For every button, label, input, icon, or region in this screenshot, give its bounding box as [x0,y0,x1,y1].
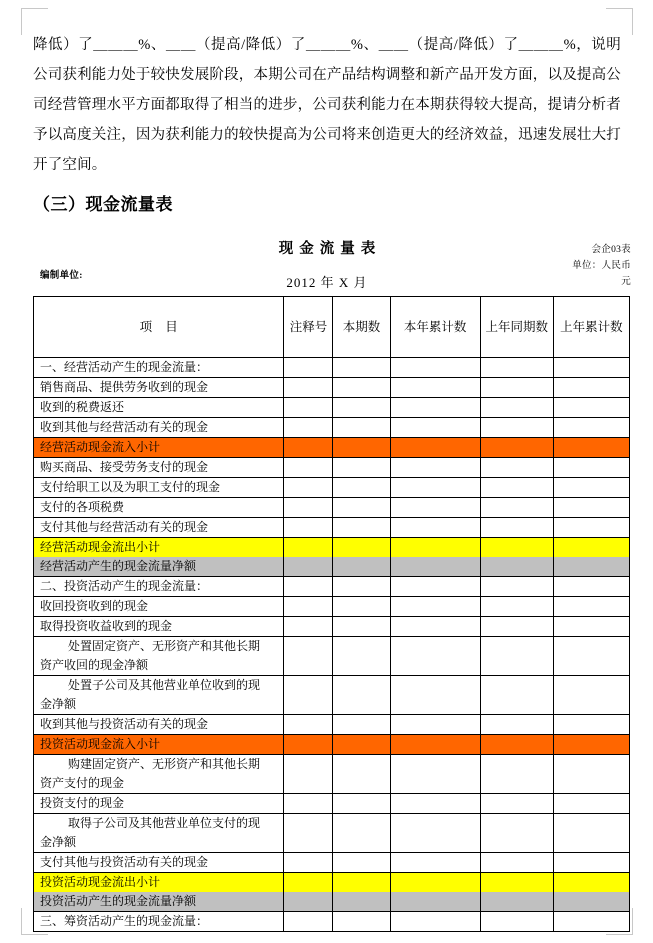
value-cell-prior-year-same-period[interactable] [480,814,553,853]
value-cell-year-to-date[interactable] [390,418,480,438]
table-row [34,518,630,538]
value-cell-prior-year-to-date[interactable] [553,912,629,932]
value-cell-prior-year-to-date[interactable] [553,538,629,558]
column-header-year-to-date: 本年累计数 [390,297,480,358]
value-cell-prior-year-to-date[interactable] [553,853,629,873]
value-cell-current-period[interactable] [333,715,390,735]
statement-period: 2012 年 X 月 [286,275,368,290]
value-cell-year-to-date[interactable] [390,735,480,755]
value-cell-prior-year-same-period[interactable] [480,518,553,538]
value-cell-prior-year-to-date[interactable] [553,458,629,478]
value-cell-prior-year-to-date[interactable] [553,617,629,637]
row-label-line-1: 购建固定资产、无形资产和其他长期 [68,757,261,771]
value-cell-prior-year-same-period[interactable] [480,853,553,873]
value-cell-prior-year-to-date[interactable] [553,715,629,735]
column-header-note-number: 注释号 [284,297,333,358]
table-row [34,498,630,518]
statement-meta-right [572,242,631,290]
value-cell-note-number[interactable] [284,735,333,755]
value-cell-prior-year-to-date[interactable] [553,438,629,458]
value-cell-year-to-date[interactable] [390,458,480,478]
table-row [34,358,630,378]
column-header-prior-year-to-date: 上年累计数 [553,297,629,358]
value-cell-prior-year-same-period[interactable] [480,597,553,617]
row-label-cell: 一、经营活动产生的现金流量： [34,358,284,378]
value-cell-year-to-date[interactable] [390,617,480,637]
column-header-current-period: 本期数 [333,297,390,358]
value-cell-note-number[interactable] [284,755,333,794]
value-cell-prior-year-same-period[interactable] [480,538,553,558]
form-code: 会企03表 [591,245,631,255]
row-label-cell [34,755,284,794]
value-cell-note-number[interactable] [284,814,333,853]
value-cell-note-number[interactable] [284,597,333,617]
value-cell-note-number[interactable] [284,715,333,735]
value-cell-year-to-date[interactable] [390,853,480,873]
value-cell-prior-year-to-date[interactable] [553,418,629,438]
value-cell-current-period[interactable] [333,814,390,853]
column-header-prior-year-same-period: 上年同期数 [480,297,553,358]
value-cell-prior-year-same-period[interactable] [480,458,553,478]
table-row [34,557,630,577]
value-cell-current-period[interactable] [333,912,390,932]
value-cell-note-number[interactable] [284,617,333,637]
value-cell-prior-year-to-date[interactable] [553,557,629,577]
value-cell-current-period[interactable] [333,438,390,458]
value-cell-note-number[interactable] [284,892,333,912]
statement-title: 现金流量表 [278,241,382,257]
table-row [34,438,630,458]
value-cell-current-period[interactable] [333,557,390,577]
table-row [34,398,630,418]
value-cell-year-to-date[interactable] [390,892,480,912]
value-cell-current-period[interactable] [333,478,390,498]
cash-flow-statement-table [33,296,630,932]
row-label-cell: 收到的税费返还 [34,398,284,418]
value-cell-year-to-date[interactable] [390,873,480,893]
row-label-cell: 经营活动现金流出小计 [34,538,284,558]
value-cell-current-period[interactable] [333,538,390,558]
row-label-line-1: 处置固定资产、无形资产和其他长期 [68,639,261,653]
value-cell-prior-year-to-date[interactable] [553,597,629,617]
cash-flow-table-container [33,296,630,928]
value-cell-prior-year-same-period[interactable] [480,438,553,458]
table-header-row-group [34,297,630,358]
value-cell-prior-year-to-date[interactable] [553,498,629,518]
value-cell-prior-year-same-period[interactable] [480,358,553,378]
value-cell-year-to-date[interactable] [390,518,480,538]
value-cell-note-number[interactable] [284,378,333,398]
value-cell-current-period[interactable] [333,378,390,398]
table-row [34,458,630,478]
table-row [34,853,630,873]
value-cell-current-period[interactable] [333,577,390,597]
value-cell-prior-year-to-date[interactable] [553,518,629,538]
value-cell-year-to-date[interactable] [390,358,480,378]
value-cell-year-to-date[interactable] [390,814,480,853]
row-label-cell: 三、筹资活动产生的现金流量： [34,912,284,932]
table-row [34,617,630,637]
value-cell-prior-year-same-period[interactable] [480,892,553,912]
value-cell-prior-year-same-period[interactable] [480,478,553,498]
value-cell-current-period[interactable] [333,597,390,617]
value-cell-year-to-date[interactable] [390,715,480,735]
row-label-cell: 经营活动产生的现金流量净额 [34,557,284,577]
table-row [34,794,630,814]
table-body [34,358,630,932]
table-row [34,912,630,932]
value-cell-note-number[interactable] [284,438,333,458]
value-cell-note-number[interactable] [284,557,333,577]
table-row [34,378,630,398]
value-cell-year-to-date[interactable] [390,794,480,814]
row-label-cell: 投资活动现金流出小计 [34,873,284,893]
value-cell-year-to-date[interactable] [390,398,480,418]
value-cell-year-to-date[interactable] [390,912,480,932]
row-label-cell: 二、投资活动产生的现金流量： [34,577,284,597]
table-row [34,755,630,794]
value-cell-prior-year-same-period[interactable] [480,873,553,893]
table-row [34,478,630,498]
value-cell-current-period[interactable] [333,873,390,893]
value-cell-note-number[interactable] [284,458,333,478]
value-cell-prior-year-same-period[interactable] [480,418,553,438]
value-cell-prior-year-to-date[interactable] [553,676,629,715]
table-row [34,538,630,558]
value-cell-prior-year-same-period[interactable] [480,617,553,637]
table-header-row [34,297,630,358]
row-label-cell: 取得投资收益收到的现金 [34,617,284,637]
value-cell-note-number[interactable] [284,518,333,538]
table-row [34,715,630,735]
value-cell-year-to-date[interactable] [390,597,480,617]
value-cell-note-number[interactable] [284,418,333,438]
row-label-line-2: 金净额 [40,697,77,711]
value-cell-current-period[interactable] [333,735,390,755]
value-cell-prior-year-to-date[interactable] [553,358,629,378]
value-cell-prior-year-to-date[interactable] [553,398,629,418]
value-cell-prior-year-to-date[interactable] [553,794,629,814]
value-cell-prior-year-to-date[interactable] [553,378,629,398]
row-label-cell: 收到其他与投资活动有关的现金 [34,715,284,735]
row-label-cell: 经营活动现金流入小计 [34,438,284,458]
value-cell-note-number[interactable] [284,794,333,814]
value-cell-note-number[interactable] [284,538,333,558]
value-cell-prior-year-to-date[interactable] [553,892,629,912]
value-cell-current-period[interactable] [333,892,390,912]
row-label-line-2: 资产收回的现金净额 [40,658,149,672]
row-label-cell: 支付的各项税费 [34,498,284,518]
value-cell-year-to-date[interactable] [390,557,480,577]
value-cell-year-to-date[interactable] [390,538,480,558]
value-cell-prior-year-to-date[interactable] [553,814,629,853]
value-cell-note-number[interactable] [284,912,333,932]
row-label-cell [34,814,284,853]
table-row [34,577,630,597]
value-cell-prior-year-same-period[interactable] [480,498,553,518]
page-title: （三）现金流量表 [33,195,173,214]
value-cell-note-number[interactable] [284,873,333,893]
row-label-cell: 支付给职工以及为职工支付的现金 [34,478,284,498]
row-label-cell: 支付其他与投资活动有关的现金 [34,853,284,873]
analysis-paragraph: 降低）了＿＿＿%、＿＿（提高/降低）了＿＿＿%、＿＿（提高/降低）了＿＿＿%，说明公司获利能力处于较快发展阶段，本期公司在产品结构调整和新产品开发方面，以及提高公司经营管理水平方面都取得了相当的进步，公司获利能力在本期获得较大提高，提请分析者予以高度关注，因为获利能力的较快提高为公司将来创造更大的经济效益，迅速发展壮大打开了空间。 [33,37,621,173]
row-label-cell: 投资支付的现金 [34,794,284,814]
table-row [34,597,630,617]
row-label-cell: 销售商品、提供劳务收到的现金 [34,378,284,398]
row-label-line-1: 取得子公司及其他营业单位支付的现 [68,816,261,830]
value-cell-current-period[interactable] [333,518,390,538]
value-cell-prior-year-same-period[interactable] [480,735,553,755]
row-label-cell: 购买商品、接受劳务支付的现金 [34,458,284,478]
table-row [34,418,630,438]
value-cell-current-period[interactable] [333,853,390,873]
value-cell-prior-year-same-period[interactable] [480,637,553,676]
row-label-cell: 收到其他与经营活动有关的现金 [34,418,284,438]
value-cell-prior-year-same-period[interactable] [480,755,553,794]
value-cell-year-to-date[interactable] [390,438,480,458]
table-row [34,676,630,715]
table-row [34,814,630,853]
value-cell-note-number[interactable] [284,637,333,676]
value-cell-current-period[interactable] [333,637,390,676]
value-cell-current-period[interactable] [333,458,390,478]
value-cell-prior-year-same-period[interactable] [480,398,553,418]
row-label-cell: 投资活动产生的现金流量净额 [34,892,284,912]
table-row [34,873,630,893]
value-cell-note-number[interactable] [284,358,333,378]
value-cell-current-period[interactable] [333,755,390,794]
value-cell-prior-year-to-date[interactable] [553,735,629,755]
value-cell-prior-year-to-date[interactable] [553,577,629,597]
value-cell-note-number[interactable] [284,853,333,873]
value-cell-year-to-date[interactable] [390,378,480,398]
value-cell-current-period[interactable] [333,617,390,637]
value-cell-current-period[interactable] [333,676,390,715]
table-row [34,637,630,676]
value-cell-current-period[interactable] [333,398,390,418]
value-cell-prior-year-to-date[interactable] [553,637,629,676]
currency-label: 单位：人民币 [572,261,631,271]
value-cell-prior-year-same-period[interactable] [480,794,553,814]
table-row [34,735,630,755]
currency-unit: 元 [621,277,631,287]
table-row [34,892,630,912]
value-cell-year-to-date[interactable] [390,676,480,715]
row-label-line-2: 资产支付的现金 [40,776,125,790]
column-header-item: 项 目 [34,297,284,358]
row-label-cell [34,676,284,715]
value-cell-year-to-date[interactable] [390,755,480,794]
value-cell-current-period[interactable] [333,498,390,518]
value-cell-year-to-date[interactable] [390,637,480,676]
row-label-cell: 收回投资收到的现金 [34,597,284,617]
value-cell-year-to-date[interactable] [390,577,480,597]
row-label-cell: 投资活动现金流入小计 [34,735,284,755]
value-cell-prior-year-to-date[interactable] [553,755,629,794]
document-body [33,30,621,291]
preparer-label: 编制单位: [40,271,83,281]
value-cell-note-number[interactable] [284,577,333,597]
value-cell-note-number[interactable] [284,478,333,498]
value-cell-prior-year-same-period[interactable] [480,715,553,735]
value-cell-prior-year-same-period[interactable] [480,557,553,577]
value-cell-note-number[interactable] [284,398,333,418]
value-cell-note-number[interactable] [284,498,333,518]
value-cell-current-period[interactable] [333,358,390,378]
row-label-line-2: 金净额 [40,835,77,849]
row-label-cell: 支付其他与经营活动有关的现金 [34,518,284,538]
value-cell-prior-year-to-date[interactable] [553,873,629,893]
value-cell-current-period[interactable] [333,794,390,814]
value-cell-prior-year-to-date[interactable] [553,478,629,498]
value-cell-current-period[interactable] [333,418,390,438]
value-cell-prior-year-same-period[interactable] [480,676,553,715]
row-label-cell [34,637,284,676]
value-cell-note-number[interactable] [284,676,333,715]
value-cell-prior-year-same-period[interactable] [480,577,553,597]
value-cell-prior-year-same-period[interactable] [480,378,553,398]
value-cell-prior-year-same-period[interactable] [480,912,553,932]
row-label-line-1: 处置子公司及其他营业单位收到的现 [68,678,261,692]
value-cell-year-to-date[interactable] [390,498,480,518]
value-cell-year-to-date[interactable] [390,478,480,498]
